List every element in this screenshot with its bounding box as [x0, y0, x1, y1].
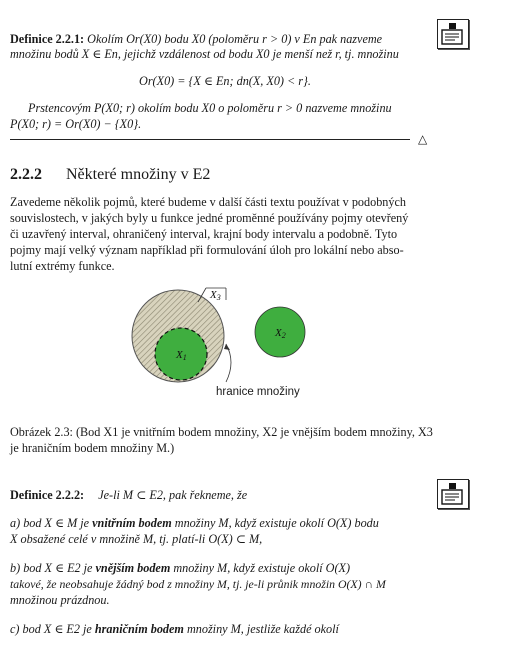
- section-heading: [10, 166, 210, 184]
- term-interior-point: vnitřním bodem: [92, 516, 172, 530]
- term-boundary-point: hraničním bodem: [94, 622, 184, 636]
- item-a-line2: X obsažené celé v množině M, tj. platí-li O(X) ⊂ M,: [10, 532, 263, 546]
- label-x3: X3: [210, 289, 221, 302]
- definition-icon: [437, 19, 469, 49]
- caption-line: je hraničním bodem množiny M.): [10, 441, 175, 455]
- intro-line: lutní extrémy funkce.: [10, 259, 115, 273]
- item-a-prefix: a) bod X ∈ M je: [10, 516, 93, 530]
- intro-line: či uzavřený interval, ohraničený interval, krajní body intervalu a podobně. Tyto: [10, 227, 398, 241]
- formula: Or(X0) = {X ∈ En; dn(X, X0) < r}.: [139, 74, 311, 88]
- label-x2: X2: [275, 327, 286, 340]
- item-a-line1: [10, 515, 435, 531]
- definition-label: Definice 2.2.2:: [10, 488, 85, 502]
- item-c-line1: [10, 621, 435, 637]
- section-number: 2.2.2: [10, 166, 42, 183]
- item-a-suffix: množiny M, když existuje okolí O(X) bodu: [171, 516, 379, 530]
- definition-2-2-2-intro: [10, 487, 430, 503]
- item-b-line2: takové, že neobsahuje žádný bod z množiny M, tj. je-li průnik množin O(X) ∩ M: [10, 577, 386, 591]
- figure-caption: [10, 424, 435, 456]
- intro-line: Zavedeme několik pojmů, které budeme v další části textu používat v podobných: [10, 195, 406, 209]
- definition-text: Okolím Or(X0) bodu X0 (poloměru r > 0) v En pak nazveme: [87, 32, 383, 46]
- caption-line: Obrázek 2.3: (Bod X1 je vnitřním bodem množiny, X2 je vnějším bodem množiny, X3: [10, 425, 433, 439]
- item-b-prefix: b) bod X ∈ E2 je: [10, 561, 96, 575]
- end-marker: △: [418, 132, 428, 146]
- definition-2-2-1-line1: [10, 31, 430, 47]
- section-title: Některé množiny v E2: [66, 166, 211, 183]
- intro-line: pojmy mají velký význam například při formulování úloh pro lokální nebo abso-: [10, 243, 404, 257]
- intro-paragraph: [10, 194, 435, 274]
- boundary-arrow: [224, 344, 231, 382]
- item-c-prefix: c) bod X ∈ E2 je: [10, 622, 95, 636]
- label-x1: X1: [176, 349, 187, 362]
- ring-definition-line2: P(X0; r) = Or(X0) − {X0}.: [10, 117, 142, 131]
- definition-intro: Je-li M ⊂ E2, pak řekneme, že: [98, 488, 248, 502]
- definition-end-rule: [10, 139, 410, 140]
- definition-2-2-1-line2: množinu bodů X ∈ En, jejichž vzdálenost od bodu X0 je menší než r, tj. množinu: [10, 47, 399, 61]
- intro-line: souvislostech, v jakých byly u funkce jedné proměnné používány pojmy otevřený: [10, 211, 409, 225]
- item-b-line3: množinou prázdnou.: [10, 593, 110, 607]
- definition-label: Definice 2.2.1:: [10, 32, 85, 46]
- ring-definition-line1: Prstencovým P(X0; r) okolím bodu X0 o poloměru r > 0 nazveme množinu: [28, 101, 392, 115]
- boundary-label: hranice množiny: [216, 386, 300, 398]
- item-b-suffix: množiny M, když existuje okolí O(X): [170, 561, 351, 575]
- term-exterior-point: vnějším bodem: [95, 561, 171, 575]
- item-b-line1: [10, 560, 435, 576]
- item-c-suffix: množiny M, jestliže každé okolí: [183, 622, 339, 636]
- definition-icon: [437, 479, 469, 509]
